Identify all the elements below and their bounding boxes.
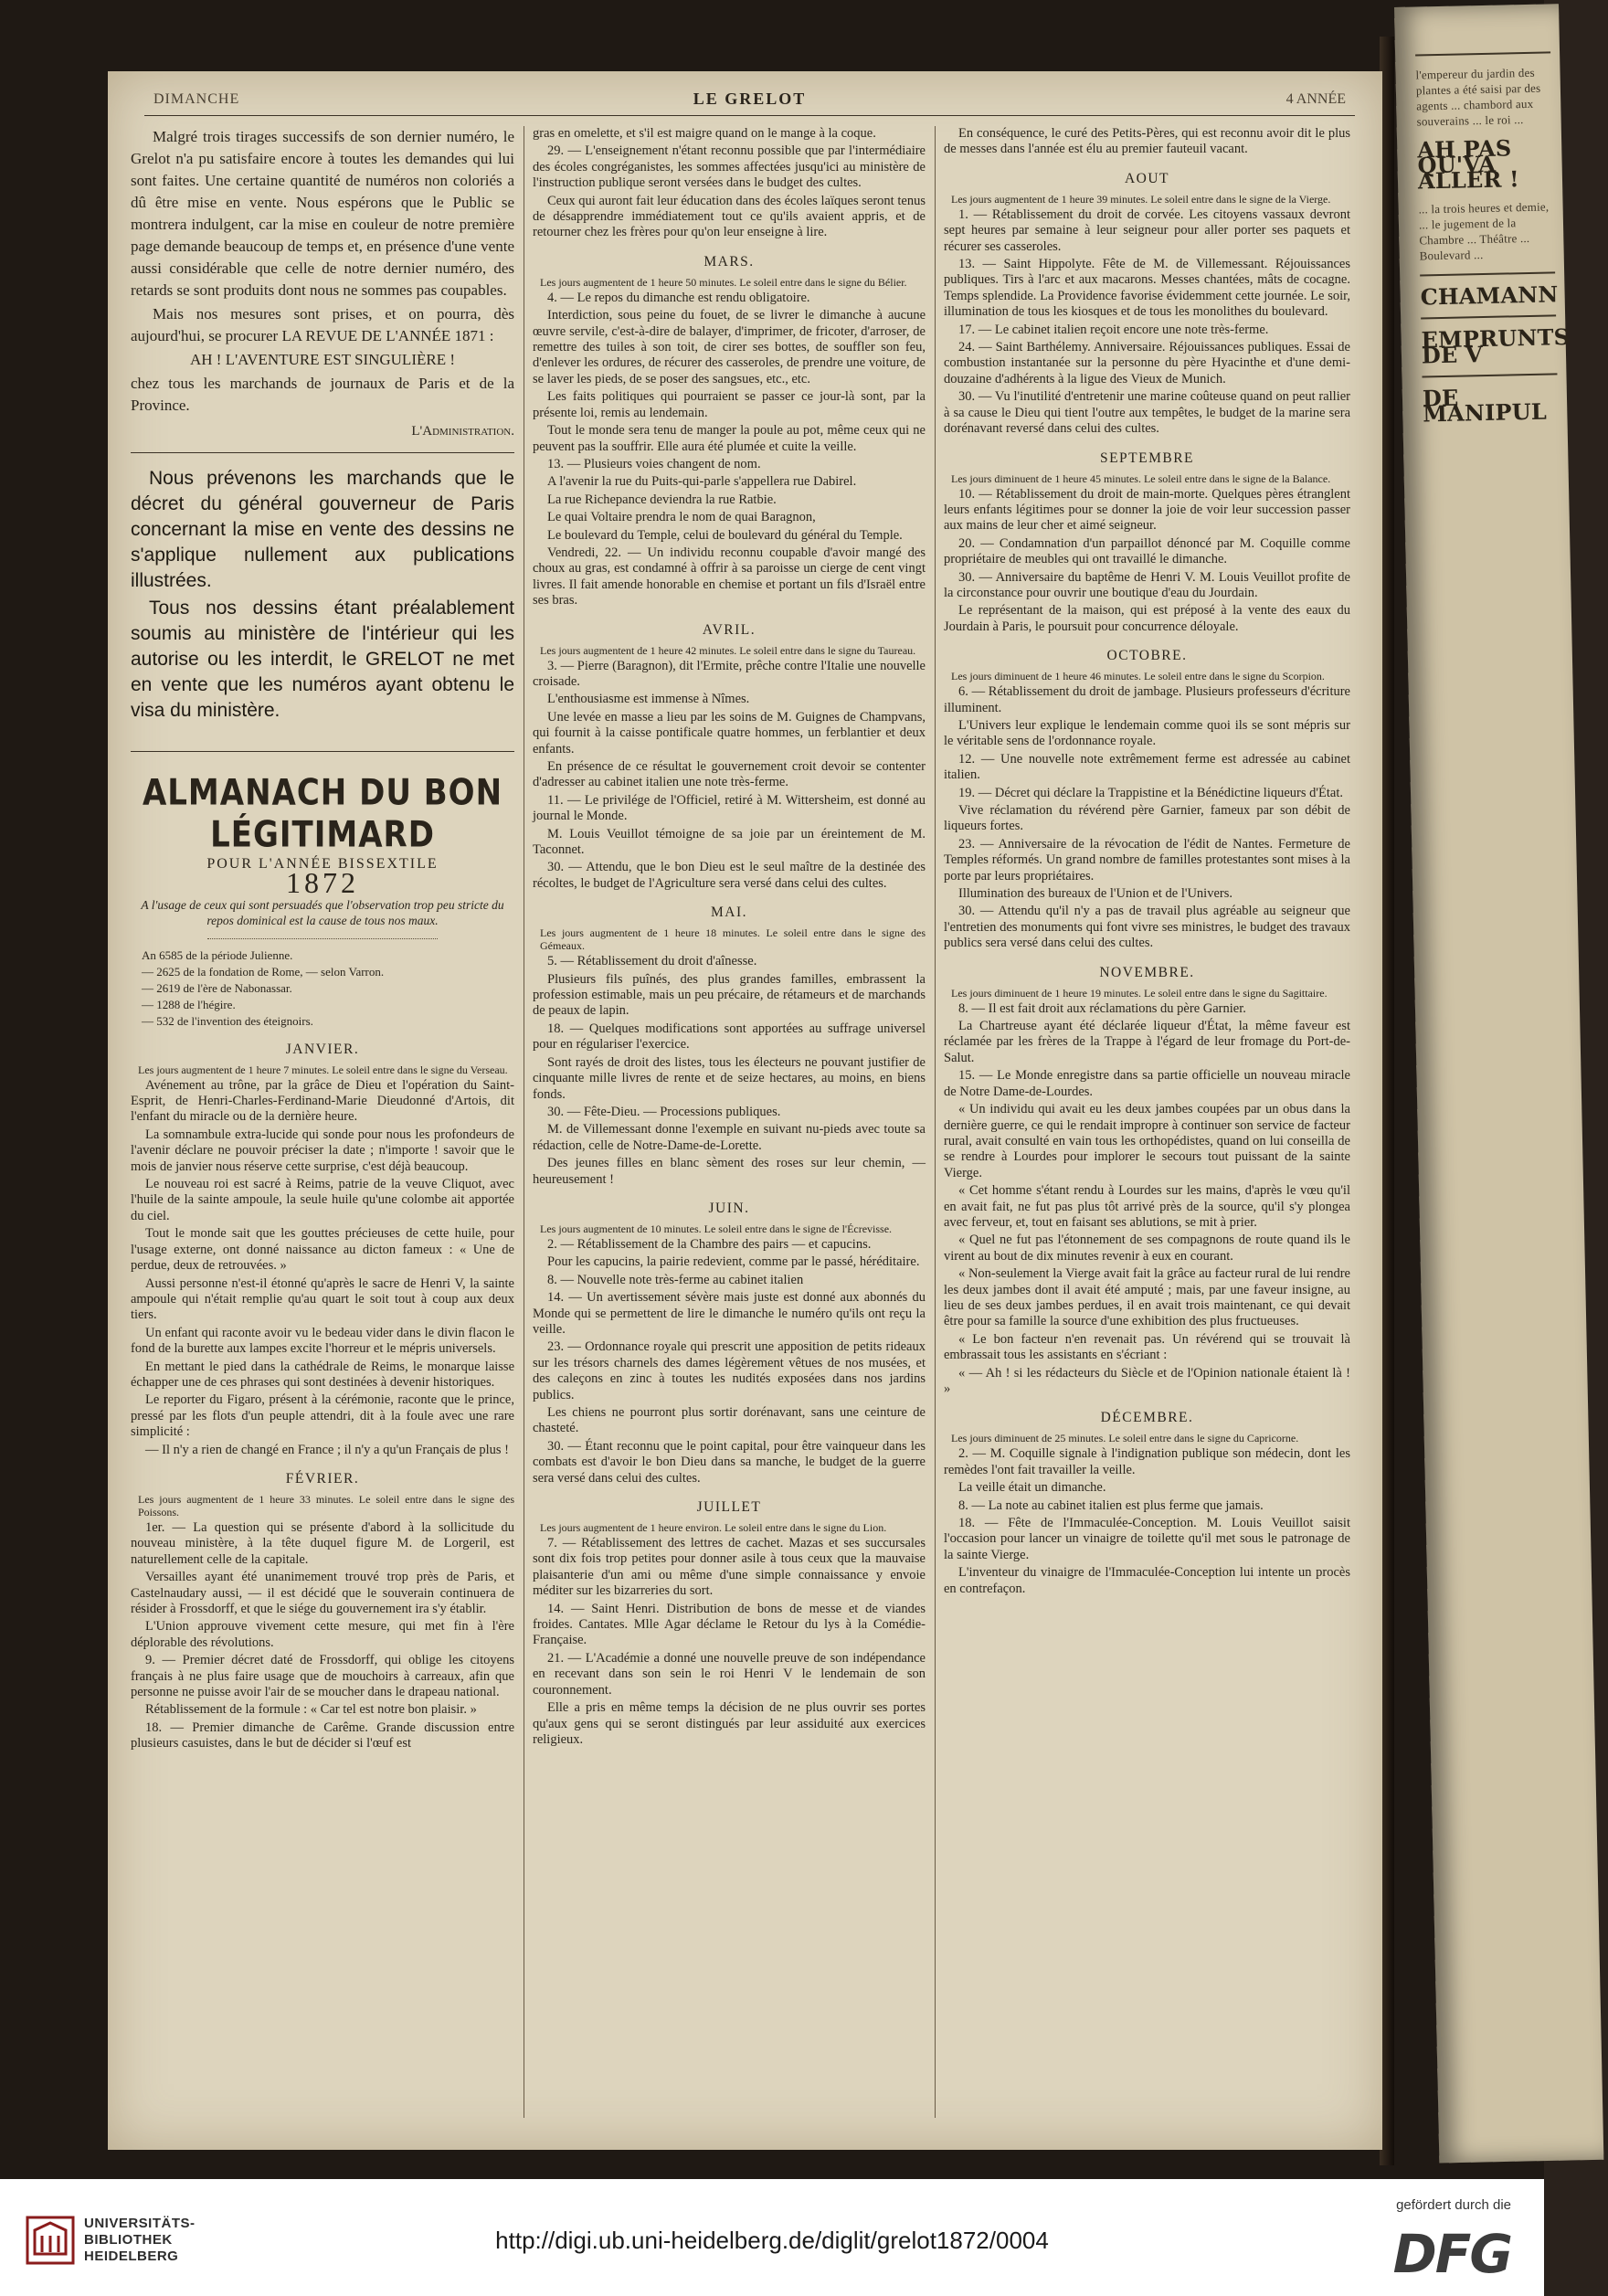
almanac-entry: 6. — Rétablissement du droit de jambage. Plusieurs professeurs d'écriture illuminent.: [944, 684, 1350, 715]
almanac-entry: 23. — Anniversaire de la révocation de l'édit de Nantes. Fermeture de Temples réformés. Un grand nombre de familles protestantes sont mises à la porte par leurs propriétaires.: [944, 836, 1350, 883]
running-header: [144, 88, 1355, 116]
header-left: DIMANCHE: [153, 91, 240, 107]
almanac-entry: En conséquence, le curé des Petits-Pères, qui est reconnu avoir dit le plus de messes dans l'année est élu au premier fauteuil vacant.: [944, 126, 1350, 157]
month-heading-decembre: DÉCEMBRE.: [1100, 1410, 1194, 1426]
almanac-entry: 30. — Étant reconnu que le point capital, pour être vainqueur dans les combats est d'avoir le bon Dieu dans sa manche, le budget de la guerre sera versé dans celui des cultes.: [533, 1438, 926, 1486]
divider: [207, 938, 438, 939]
almanac-entry: 18. — Fête de l'Immaculée-Conception. M. Louis Veuillot saisit l'occasion pour lancer un vinaigre de toilette qu'il met sous le patronage de la sainte Vierge.: [944, 1516, 1350, 1562]
almanac-entry: 30. — Fête-Dieu. — Processions publiques.: [547, 1104, 781, 1119]
funding-label: gefördert durch die: [1396, 2197, 1511, 2213]
almanac-entry: 23. — Ordonnance royale qui prescrit une apposition de petits rideaux sur les trésors charnels des dames légèrement vêtues de nos musées, et des caleçons en zinc à toutes les nudités exposées dans nos jardins publics.: [533, 1339, 926, 1402]
month-heading-octobre: OCTOBRE.: [1106, 648, 1188, 664]
almanac-entry: L'Union approuve vivement cette mesure, qui met fin à l'ère déplorable des révolutions.: [131, 1619, 514, 1650]
almanac-entry: Le représentant de la maison, qui est préposé à la vente des eaux du Jourdain à Paris, le poursuit pour concurrence déloyale.: [944, 603, 1350, 634]
almanac-entry: 9. — Premier décret daté de Frossdorff, qui oblige les citoyens français à ne plus faire usage que de mouchoirs à carreaux, afin que personne ne puisse avoir l'air de se moucher dans le drapeau national.: [131, 1653, 514, 1700]
month-heading-septembre: SEPTEMBRE: [1099, 450, 1195, 466]
almanac-entry: Pour les capucins, la pairie redevient, comme par le passé, héréditaire.: [547, 1254, 920, 1270]
month-heading-juin: JUIN.: [708, 1200, 750, 1216]
facing-page-edge: [1394, 4, 1603, 2163]
era-list: [131, 948, 514, 1029]
almanac-entry: Le quai Voltaire prendra le nom de quai Baragnon,: [547, 510, 816, 525]
intro-paragraph-3: chez tous les marchands de journaux de Paris et de la Province.: [131, 375, 514, 414]
era-line: An 6585 de la période Julienne.: [142, 947, 293, 962]
facing-page-headline-1: AH PAS QU'VA ALLER !: [1416, 134, 1520, 195]
almanac-entry: 5. — Rétablissement du droit d'aînesse.: [547, 954, 757, 969]
sun-note: Les jours augmentent de 1 heure 33 minutes. Le soleil entre dans le signe des Poissons.: [138, 1492, 514, 1518]
almanac-entry: 2. — Rétablissement de la Chambre des pairs — et capucins.: [547, 1236, 872, 1252]
almanac-entry: La rue Richepance deviendra la rue Ratbie.: [547, 492, 777, 507]
almanac-entry: « Un individu qui avait eu les deux jambes coupées par un obus dans la dernière guerre, ce qui le rendait impropre à continuer son service de facteur rural, avait consulté en vain tous les orthopédistes, quand on lui conseilla de se rendre à Lourdes pour implorer le secours tout puissant de la sainte Vierge.: [944, 1102, 1350, 1180]
almanac-title: ALMANACH DU BON LÉGITIMARD: [142, 772, 503, 856]
almanac-entry: En présence de ce résultat le gouvernement croit devoir se contenter d'adresser au cabinet italien une note très-ferme.: [533, 759, 926, 790]
almanac-entry: 17. — Le cabinet italien reçoit encore une note très-ferme.: [958, 322, 1269, 337]
almanac-entry: Tout le monde sait que les gouttes précieuses de cette huile, pour l'usage externe, ont donné naissance au dicton fameux : « Une de perdue, deux de retrouvées. »: [131, 1226, 514, 1274]
almanac-entry: 14. — Saint Henri. Distribution de bons de messe et de viandes froides. Cantates. Mlle Agar déclame le Retour du lys à la Comédie-Française.: [533, 1601, 926, 1648]
almanac-entry: La Chartreuse ayant été déclarée liqueur d'État, la même faveur est réclamée par les frères de la Trappe à l'égard de leur fromage du Port-de-Salut.: [944, 1019, 1350, 1065]
sun-note: Les jours diminuent de 1 heure 19 minutes. Le soleil entre dans le signe du Sagittaire.: [951, 986, 1328, 1000]
almanac-entry: 15. — Le Monde enregistre dans sa partie officielle un nouveau miracle de Notre Dame-de-Lourdes.: [944, 1068, 1350, 1099]
intro-quote: AH ! L'AVENTURE EST SINGULIÈRE !: [190, 351, 455, 368]
almanac-entry: 8. — La note au cabinet italien est plus ferme que jamais.: [958, 1497, 1264, 1513]
almanac-entry: « Quel ne fut pas l'étonnement de ses compagnons de route quand ils le virent au bout de dix minutes revenir à eux en courant.: [944, 1233, 1350, 1264]
facing-page-headline-3: EMPRUNTS DE V: [1421, 323, 1571, 369]
almanac-entry: 24. — Saint Barthélemy. Anniversaire. Réjouissances publiques. Essai de combustion instantanée sur la personne du père Hyacinthe et d'une demi-douzaine d'adhérents à la ligue des Vieux de Munich.: [944, 340, 1350, 386]
almanac-entry: 12. — Une nouvelle note extrêmement ferme est adressée au cabinet italien.: [944, 751, 1350, 783]
almanac-entry: gras en omelette, et s'il est maigre quand on le mange à la coque.: [533, 126, 876, 141]
almanac-entry: 18. — Premier dimanche de Carême. Grande discussion entre plusieurs casuistes, dans le but de décider si l'œuf est: [131, 1719, 514, 1751]
almanac-year: 1872: [286, 866, 359, 900]
column-2: [533, 126, 926, 1750]
facing-page-headline-4: DE MANIPUL: [1422, 384, 1548, 428]
era-line: — 2625 de la fondation de Rome, — selon Varron.: [142, 964, 385, 979]
divider: [131, 452, 514, 453]
almanac-entry: 4. — Le repos du dimanche est rendu obligatoire.: [547, 290, 810, 305]
almanac-entry: Versailles ayant été unanimement trouvé trop près de Paris, et Castelnaudary aussi, — il est décidé que le souverain continuera de résider à Frossdorff, et que le siége du gouvernement ira s'y établir.: [131, 1570, 514, 1616]
sun-note: Les jours diminuent de 1 heure 46 minutes. Le soleil entre dans le signe du Scorpion.: [951, 670, 1325, 683]
almanac-entry: 10. — Rétablissement du droit de main-morte. Quelques pères étranglent leurs enfants légitimes pour se donner la joie de voir leur succession passer aux mains de leur cher et aimé seigneur.: [944, 486, 1350, 534]
column-3: [944, 126, 1350, 1599]
almanac-entry: Vendredi, 22. — Un individu reconnu coupable d'avoir mangé des choux au gras, est condamné à offrir à sa paroisse un cierge de cent vingt livres. Il fait amende honorable en chemise et portant un fils d'Israël entre ses bras.: [533, 545, 926, 608]
almanac-entry: 8. — Il est fait droit aux réclamations du père Garnier.: [958, 1000, 1246, 1016]
facing-page-filler-text: l'empereur du jardin des plantes a été saisi par des agents ... chambord aux souverains ... le roi ...: [1415, 65, 1541, 129]
sun-note: Les jours augmentent de 1 heure environ. Le soleil entre dans le signe du Lion.: [540, 1521, 887, 1535]
divider: [131, 751, 514, 752]
month-heading-mai: MAI.: [710, 905, 747, 921]
sun-note: Les jours diminuent de 1 heure 45 minutes. Le soleil entre dans le signe de la Balance.: [951, 471, 1331, 485]
intro-paragraph-2: Mais nos mesures sont prises, et on pourra, dès aujourd'hui, se procurer LA REVUE DE L'ANNÉE 1871 :: [131, 305, 514, 344]
intro-paragraph: Malgré trois tirages successifs de son dernier numéro, le Grelot n'a pu satisfaire encore à toutes les demandes qui lui sont faites. Une certaine quantité de numéros non coloriés a dû être mise en vente. Nous espérons que le Public se montrera indulgent, car la mise en couleur de notre première page demande beaucoup de temps et, en présence d'une vente aussi considérable que celle de notre dernier numéro, des retards se sont produits dont nous ne sommes pas coupables.: [131, 128, 514, 299]
almanac-entry: La somnambule extra-lucide qui sonde pour nous les profondeurs de l'avenir déclare ne pouvoir préciser la date ; n'importe ! savoir que le mois de janvier nous réserve cette surprise, c'est déjà beaucoup.: [131, 1127, 514, 1174]
almanac-entry: Les chiens ne pourront plus sortir dorénavant, sans une ceinture de chasteté.: [533, 1405, 926, 1436]
sun-note: Les jours diminuent de 25 minutes. Le soleil entre dans le signe du Capricorne.: [951, 1432, 1299, 1445]
almanac-entry: Elle a pris en même temps la décision de ne plus ouvrir ses portes qu'aux gens qui se seront distingués par leur assiduité aux exercices religieux.: [533, 1700, 926, 1747]
sun-note: Les jours augmentent de 1 heure 39 minutes. Le soleil entre dans le signe de la Vierge.: [951, 192, 1331, 206]
almanac-subtitle: POUR L'ANNÉE BISSEXTILE: [206, 856, 439, 872]
almanac-entry: 21. — L'Académie a donné une nouvelle preuve de son indépendance en recevant dans son sein le roi Henri V le lendemain de son couronnement.: [533, 1650, 926, 1698]
month-heading-avril: AVRIL.: [702, 621, 756, 638]
almanac-entry: 13. — Saint Hippolyte. Fête de M. de Villemessant. Réjouissances publiques. Tirs à l'arc et aux macarons. Messes chantées, mâts de cocagne. Temps splendide. La Providence favorise évidemment cette journée. Le soir, illumination de tous les kiosques et de tous les monolithes du boulevard.: [944, 257, 1350, 320]
almanac-entry: « Cet homme s'étant rendu à Lourdes sur les mains, d'après le vœu qu'il en avait fait, ne fut pas plus tôt arrivé près de la source, qu'il s'y plongea avec ferveur, et, tout en faisant ses ablutions, se mit à prier.: [944, 1183, 1350, 1230]
almanac-entry: Le reporter du Figaro, présent à la cérémonie, raconte que le prince, pressé par les flots d'un peuple attendri, dit à la foule avec une rare simplicité :: [131, 1392, 514, 1440]
almanac-epigraph: A l'usage de ceux qui sont persuadés que l'observation trop peu stricte du repos dominical est la cause de tous nos maux.: [141, 897, 504, 928]
almanac-entry: 30. — Vu l'inutilité d'entretenir une marine coûteuse quand on peut rallier à sa cause le Dieu qui tient l'outre aux tempêtes, le budget de la marine sera dorénavant reversé dans celui des cultes.: [944, 389, 1350, 437]
almanac-entry: 30. — Anniversaire du baptême de Henri V. M. Louis Veuillot profite de la circonstance pour ouvrir une boutique d'eau du Jourdain.: [944, 569, 1350, 600]
almanac-entry: Avénement au trône, par la grâce de Dieu et l'opération du Saint-Esprit, de Henri-Charles-Ferdinand-Marie Dieudonné d'Artois, dit l'enfant du miracle ou de la dernière heure.: [131, 1077, 514, 1125]
almanac-entry: 11. — Le privilége de l'Officiel, retiré à M. Wittersheim, est donné au journal le Monde.: [533, 792, 926, 824]
almanac-entry: En mettant le pied dans la cathédrale de Reims, le monarque laisse échapper une de ces phrases qui sont destinées à devenir historiques.: [131, 1359, 514, 1390]
almanac-entry: 2. — M. Coquille signale à l'indignation publique son médecin, dont les remèdes l'ont fait travailler la veille.: [944, 1446, 1350, 1477]
almanac-entry: Un enfant qui raconte avoir vu le bedeau vider dans le divin flacon le fond de la burette aux lampes excite l'horreur et le mépris universels.: [131, 1325, 514, 1357]
almanac-entry: La veille était un dimanche.: [958, 1480, 1106, 1496]
permalink-url[interactable]: http://digi.ub.uni-heidelberg.de/diglit/grelot1872/0004: [495, 2227, 1049, 2254]
almanac-entry: Le boulevard du Temple, celui de boulevard du général du Temple.: [547, 527, 903, 543]
almanac-entry: Vive réclamation du révérend père Garnier, fameux par son débit de liqueurs fortes.: [944, 803, 1350, 834]
almanac-entry: Sont rayés de droit des listes, tous les électeurs ne pouvant justifier de cinquante mille livres de rente et de seize hectares, au moins, en biens fonds.: [533, 1054, 926, 1102]
sun-note: Les jours augmentent de 1 heure 7 minutes. Le soleil entre dans le signe du Verseau.: [138, 1063, 508, 1076]
administration-signoff: L'Administration.: [411, 424, 514, 439]
almanac-entry: Une levée en masse a lieu par les soins de M. Guignes de Champvans, qui fournit à la caisse pontificale quatre hommes, un ferblantier et deux enfants.: [533, 709, 926, 757]
library-name: UNIVERSITÄTS- BIBLIOTHEK HEIDELBERG: [84, 2216, 196, 2264]
almanac-entry: M. Louis Veuillot témoigne de sa joie par un éreintement de M. Taconnet.: [533, 826, 926, 858]
column-divider-2: [935, 126, 936, 2118]
almanac-entry: L'enthousiasme est immense à Nîmes.: [547, 692, 750, 707]
almanac-entry: L'inventeur du vinaigre de l'Immaculée-Conception lui intente un procès en contrefaçon.: [944, 1565, 1350, 1596]
almanac-entry: 19. — Décret qui déclare la Trappistine et la Bénédictine liqueurs d'État.: [958, 785, 1343, 800]
newspaper-title: LE GRELOT: [693, 90, 807, 108]
almanac-entry: « — Ah ! si les rédacteurs du Siècle et de l'Opinion nationale étaient là ! »: [944, 1365, 1350, 1396]
almanac-entry: 30. — Attendu qu'il n'y a pas de travail plus agréable au seigneur que l'entretien des monuments qui font vivre ses ministres, le budget des travaux publics sera versé dans celui des cultes.: [944, 904, 1350, 951]
almanac-entry: Rétablissement de la formule : « Car tel est notre bon plaisir. »: [145, 1702, 477, 1718]
almanac-entry: 14. — Un avertissement sévère mais juste est donné aux abonnés du Monde qui se permettent de lire le dimanche le numéro qu'ils ont reçu la veille.: [533, 1290, 926, 1337]
almanac-entry: Les faits politiques qui pourraient se passer ce jour-là sont, par la présente loi, remis au lendemain.: [533, 389, 926, 420]
almanac-entry: Tout le monde sera tenu de manger la poule au pot, même ceux qui ne peuvent pas la souffrir. Elle aura été plumée et cuite la veille.: [533, 423, 926, 454]
month-heading-mars: MARS.: [704, 253, 755, 270]
almanac-entry: 3. — Pierre (Baragnon), dit l'Ermite, prêche contre l'Italie une nouvelle croisade.: [533, 658, 926, 689]
month-heading-novembre: NOVEMBRE.: [1099, 964, 1195, 980]
facing-page-filler-text-2: ... la trois heures et demie, ... le jugement de la Chambre ... Théâtre ... Boulevard ...: [1418, 199, 1550, 263]
month-heading-juillet: JUILLET: [696, 1499, 762, 1516]
month-heading-fevrier: FÉVRIER.: [285, 1470, 360, 1487]
dfg-logo: DFG: [1392, 2223, 1511, 2285]
almanac-entry: 20. — Condamnation d'un parpaillot dénoncé par M. Coquille comme propriétaire de meubles qui ont travaillé le dimanche.: [944, 535, 1350, 567]
era-line: — 2619 de l'ère de Nabonassar.: [142, 980, 292, 995]
header-right: 4 ANNÉE: [1285, 91, 1346, 107]
almanac-entry: 1er. — La question qui se présente d'abord à la sollicitude du nouveau ministère, à la tête duquel figure M. de Lorgeril, est naturellement celle de la capitale.: [131, 1519, 514, 1567]
almanac-entry: « Le bon facteur n'en revenait pas. Un révérend qui se trouvait là embrassait tous les assistants en s'écriant :: [944, 1331, 1350, 1363]
viewer-footer: [0, 2179, 1544, 2296]
almanac-entry: A l'avenir la rue du Puits-qui-parle s'appellera rue Dabirel.: [547, 474, 857, 490]
month-heading-aout: AOUT: [1124, 170, 1170, 186]
column-1: [131, 126, 514, 1754]
almanac-entry: 30. — Attendu, que le bon Dieu est le seul maître de la destinée des récoltes, le budget de l'Agriculture sera versé dans celui des cultes.: [533, 860, 926, 891]
almanac-entry: — Il n'y a rien de changé en France ; il n'y a qu'un Français de plus !: [145, 1442, 510, 1457]
notice-paragraph-2: Tous nos dessins étant préalablement soumis au ministère de l'intérieur qui les autorise ou les interdit, le GRELOT ne met en vente que les numéros ayant obtenu le visa du ministère.: [131, 598, 514, 721]
almanac-entry: 7. — Rétablissement des lettres de cachet. Mazas et ses succursales sont dix fois trop petites pour donner asile à tous ceux que la mauvaise plaisanterie d'un ami ou même d'une simple connaissance y envoie méditer sur les bizarreries du sort.: [533, 1536, 926, 1599]
sun-note: Les jours augmentent de 1 heure 18 minutes. Le soleil entre dans le signe des Gémeaux.: [540, 926, 926, 953]
almanac-entry: Aussi personne n'est-il étonné qu'après le sacre de Henri V, la sainte ampoule qui n'était remplie qu'au quart le soit tout à coup aux deux tiers.: [131, 1275, 514, 1323]
almanac-entry: L'Univers leur explique le lendemain comme quoi ils se sont mépris sur le véritable sens de l'ordonnance royale.: [944, 717, 1350, 749]
era-line: — 1288 de l'hégire.: [142, 997, 236, 1011]
sun-note: Les jours augmentent de 1 heure 42 minutes. Le soleil entre dans le signe du Taureau.: [540, 643, 916, 657]
almanac-entry: Ceux qui auront fait leur éducation dans des écoles laïques seront tenus de désapprendre immédiatement tout ce qu'ils avaient appris, et de retourner chez les frères pour qu'on leur enseigne à lire.: [533, 193, 926, 240]
almanac-entry: M. de Villemessant donne l'exemple en suivant nu-pieds avec toute sa rédaction, celle de Notre-Dame-de-Lorette.: [533, 1122, 926, 1153]
almanac-entry: 8. — Nouvelle note très-ferme au cabinet italien: [547, 1272, 804, 1287]
facing-page-headline-2: CHAMANN: [1420, 280, 1559, 311]
almanac-entry: Interdiction, sous peine du fouet, de se livrer le dimanche à aucune œuvre servile, c'est-à-dire de balayer, d'imprimer, de fricoter, d'arroser, de remettre des tuiles à son toit, de cirer ses bottes, de souffler son feu, d'enlever les ordures, de récurer des casseroles, de prendre une voiture, de se laver les pieds, de se poser des sangsues, etc., etc.: [533, 308, 926, 386]
almanac-entry: Des jeunes filles en blanc sèment des roses sur leur chemin, — heureusement !: [533, 1156, 926, 1187]
newspaper-page: [108, 71, 1382, 2150]
almanac-entry: 1. — Rétablissement du droit de corvée. Les citoyens vassaux devront sept heures par semaine à leur seigneur pour aller porter ses paquets et récurer ses casseroles.: [944, 206, 1350, 254]
almanac-entry: Le nouveau roi est sacré à Reims, patrie de la veuve Cliquot, avec l'huile de la sainte ampoule, la seule huile qu'une colombe ait apportée du ciel.: [131, 1177, 514, 1223]
almanac-entry: 29. — L'enseignement n'étant reconnu possible que par l'intermédiaire des écoles congréganistes, les sommes affectées jusqu'ici au ministère de l'instruction publique seront versées dans le budget des cultes.: [533, 143, 926, 191]
notice-paragraph-1: Nous prévenons les marchands que le décret du général gouverneur de Paris concernant la mise en vente des dessins ne s'applique nullement aux publications illustrées.: [131, 468, 514, 591]
month-heading-janvier: JANVIER.: [285, 1041, 360, 1057]
era-line: — 532 de l'invention des éteignoirs.: [142, 1013, 313, 1028]
almanac-entry: Illumination des bureaux de l'Union et de l'Univers.: [958, 886, 1232, 902]
almanac-entry: Plusieurs fils puînés, des plus grandes familles, embrassent la profession estimable, mais un peu précaire, de rétameurs et de marchands de peaux de lapin.: [533, 971, 926, 1019]
almanac-entry: 18. — Quelques modifications sont apportées au suffrage universel pour en régulariser l'exercice.: [533, 1021, 926, 1053]
sun-note: Les jours augmentent de 10 minutes. Le soleil entre dans le signe de l'Écrevisse.: [540, 1222, 893, 1235]
almanac-entry: « Non-seulement la Vierge avait fait la grâce au facteur rural de lui rendre les deux jambes dont il avait été amputé ; mais, par une faveur insigne, au lieu de ses deux jambes perdues, il en avait trois maintenant, ce qui devait être pour sa famille la source d'une exhibition des plus fructueuses.: [944, 1266, 1350, 1329]
almanac-entry: 13. — Plusieurs voies changent de nom.: [547, 456, 761, 471]
sun-note: Les jours augmentent de 1 heure 50 minutes. Le soleil entre dans le signe du Bélier.: [540, 275, 907, 289]
